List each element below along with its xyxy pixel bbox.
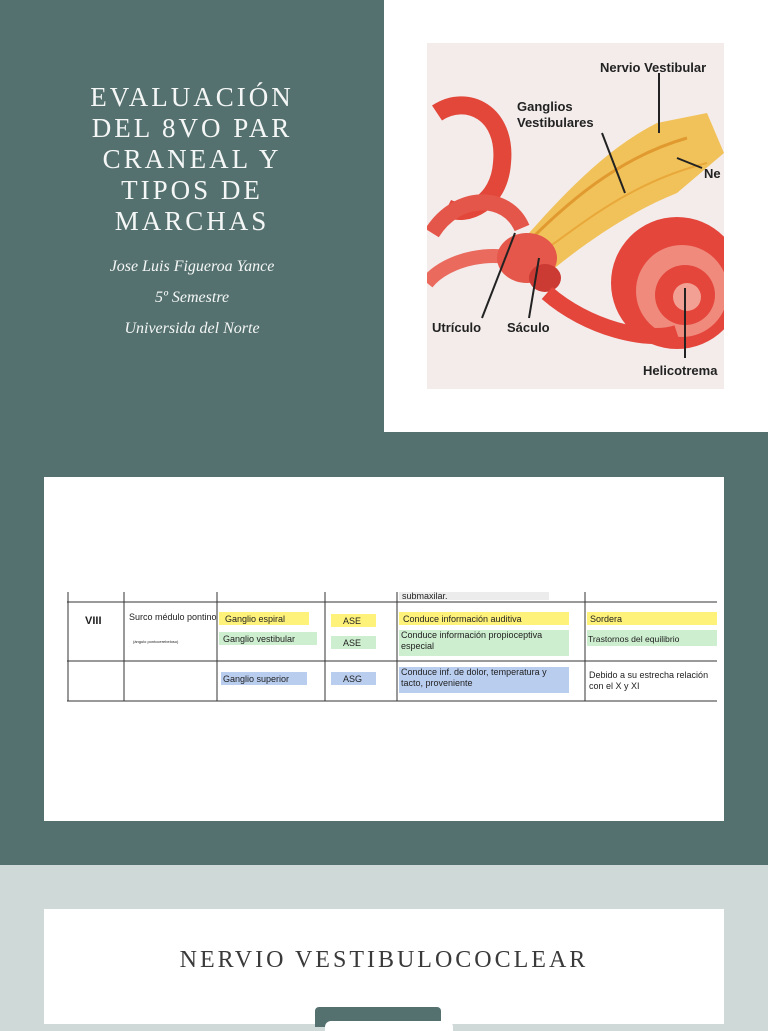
slide-preview-tab [315, 1007, 441, 1027]
inner-ear-diagram [427, 43, 724, 389]
label-ganglios: Ganglios [517, 99, 573, 114]
row1-type: ASE [343, 616, 362, 626]
section-card [44, 909, 724, 1024]
row2-type: ASE [343, 638, 362, 648]
nerve-origin-note: (ángulo pontocerebeloso) [133, 639, 179, 644]
title-line-5: MARCHAS [114, 206, 270, 236]
title-line-4: TIPOS DE [121, 175, 263, 205]
author-name: Jose Luis Figueroa Yance [109, 258, 275, 275]
table-card [44, 477, 724, 821]
title-line-3: CRANEAL Y [102, 144, 282, 174]
table-top-fragment: submaxilar. [402, 592, 448, 601]
label-helicotrema: Helicotrema [643, 363, 718, 378]
section-slide [0, 865, 768, 1024]
label-nervio-vestibular: Nervio Vestibular [600, 60, 707, 75]
section-title: NERVIO VESTIBULOCOCLEAR [179, 947, 589, 973]
row1-ganglion: Ganglio espiral [225, 614, 286, 624]
title-panel [0, 0, 384, 432]
row2-function: Conduce información propioceptiva especial [401, 630, 543, 651]
row3-type: ASG [343, 674, 363, 684]
title-line-2: DEL 8VO PAR [91, 113, 293, 143]
university-label: Universida del Norte [124, 320, 260, 337]
label-saculo: Sáculo [507, 320, 550, 335]
label-vestibulares: Vestibulares [517, 115, 594, 130]
semester-label: 5º Semestre [154, 289, 230, 306]
presentation-title [40, 82, 344, 237]
label-ne: Ne [704, 166, 721, 181]
nerve-origin: Surco médulo pontino [129, 612, 217, 622]
row3-ganglion: Ganglio superior [223, 674, 290, 684]
row3-function: Conduce inf. de dolor, temperatura y tacto, proveniente [401, 667, 547, 688]
row2-ganglion: Ganglio vestibular [223, 634, 296, 644]
row3-lesion: Debido a su estrecha relación con el X y XI [589, 670, 709, 691]
title-line-1: EVALUACIÓN [90, 82, 294, 112]
nerve-number: VIII [85, 615, 102, 627]
row1-function: Conduce información auditiva [403, 614, 522, 624]
row1-lesion: Sordera [590, 614, 623, 624]
title-slide [0, 0, 768, 432]
label-utriculo: Utrículo [432, 320, 482, 335]
nerve-table [67, 592, 717, 704]
semicircular-canal [437, 105, 502, 211]
row2-lesion: Trastornos del equilibrio [588, 634, 680, 644]
table-slide [0, 432, 768, 865]
